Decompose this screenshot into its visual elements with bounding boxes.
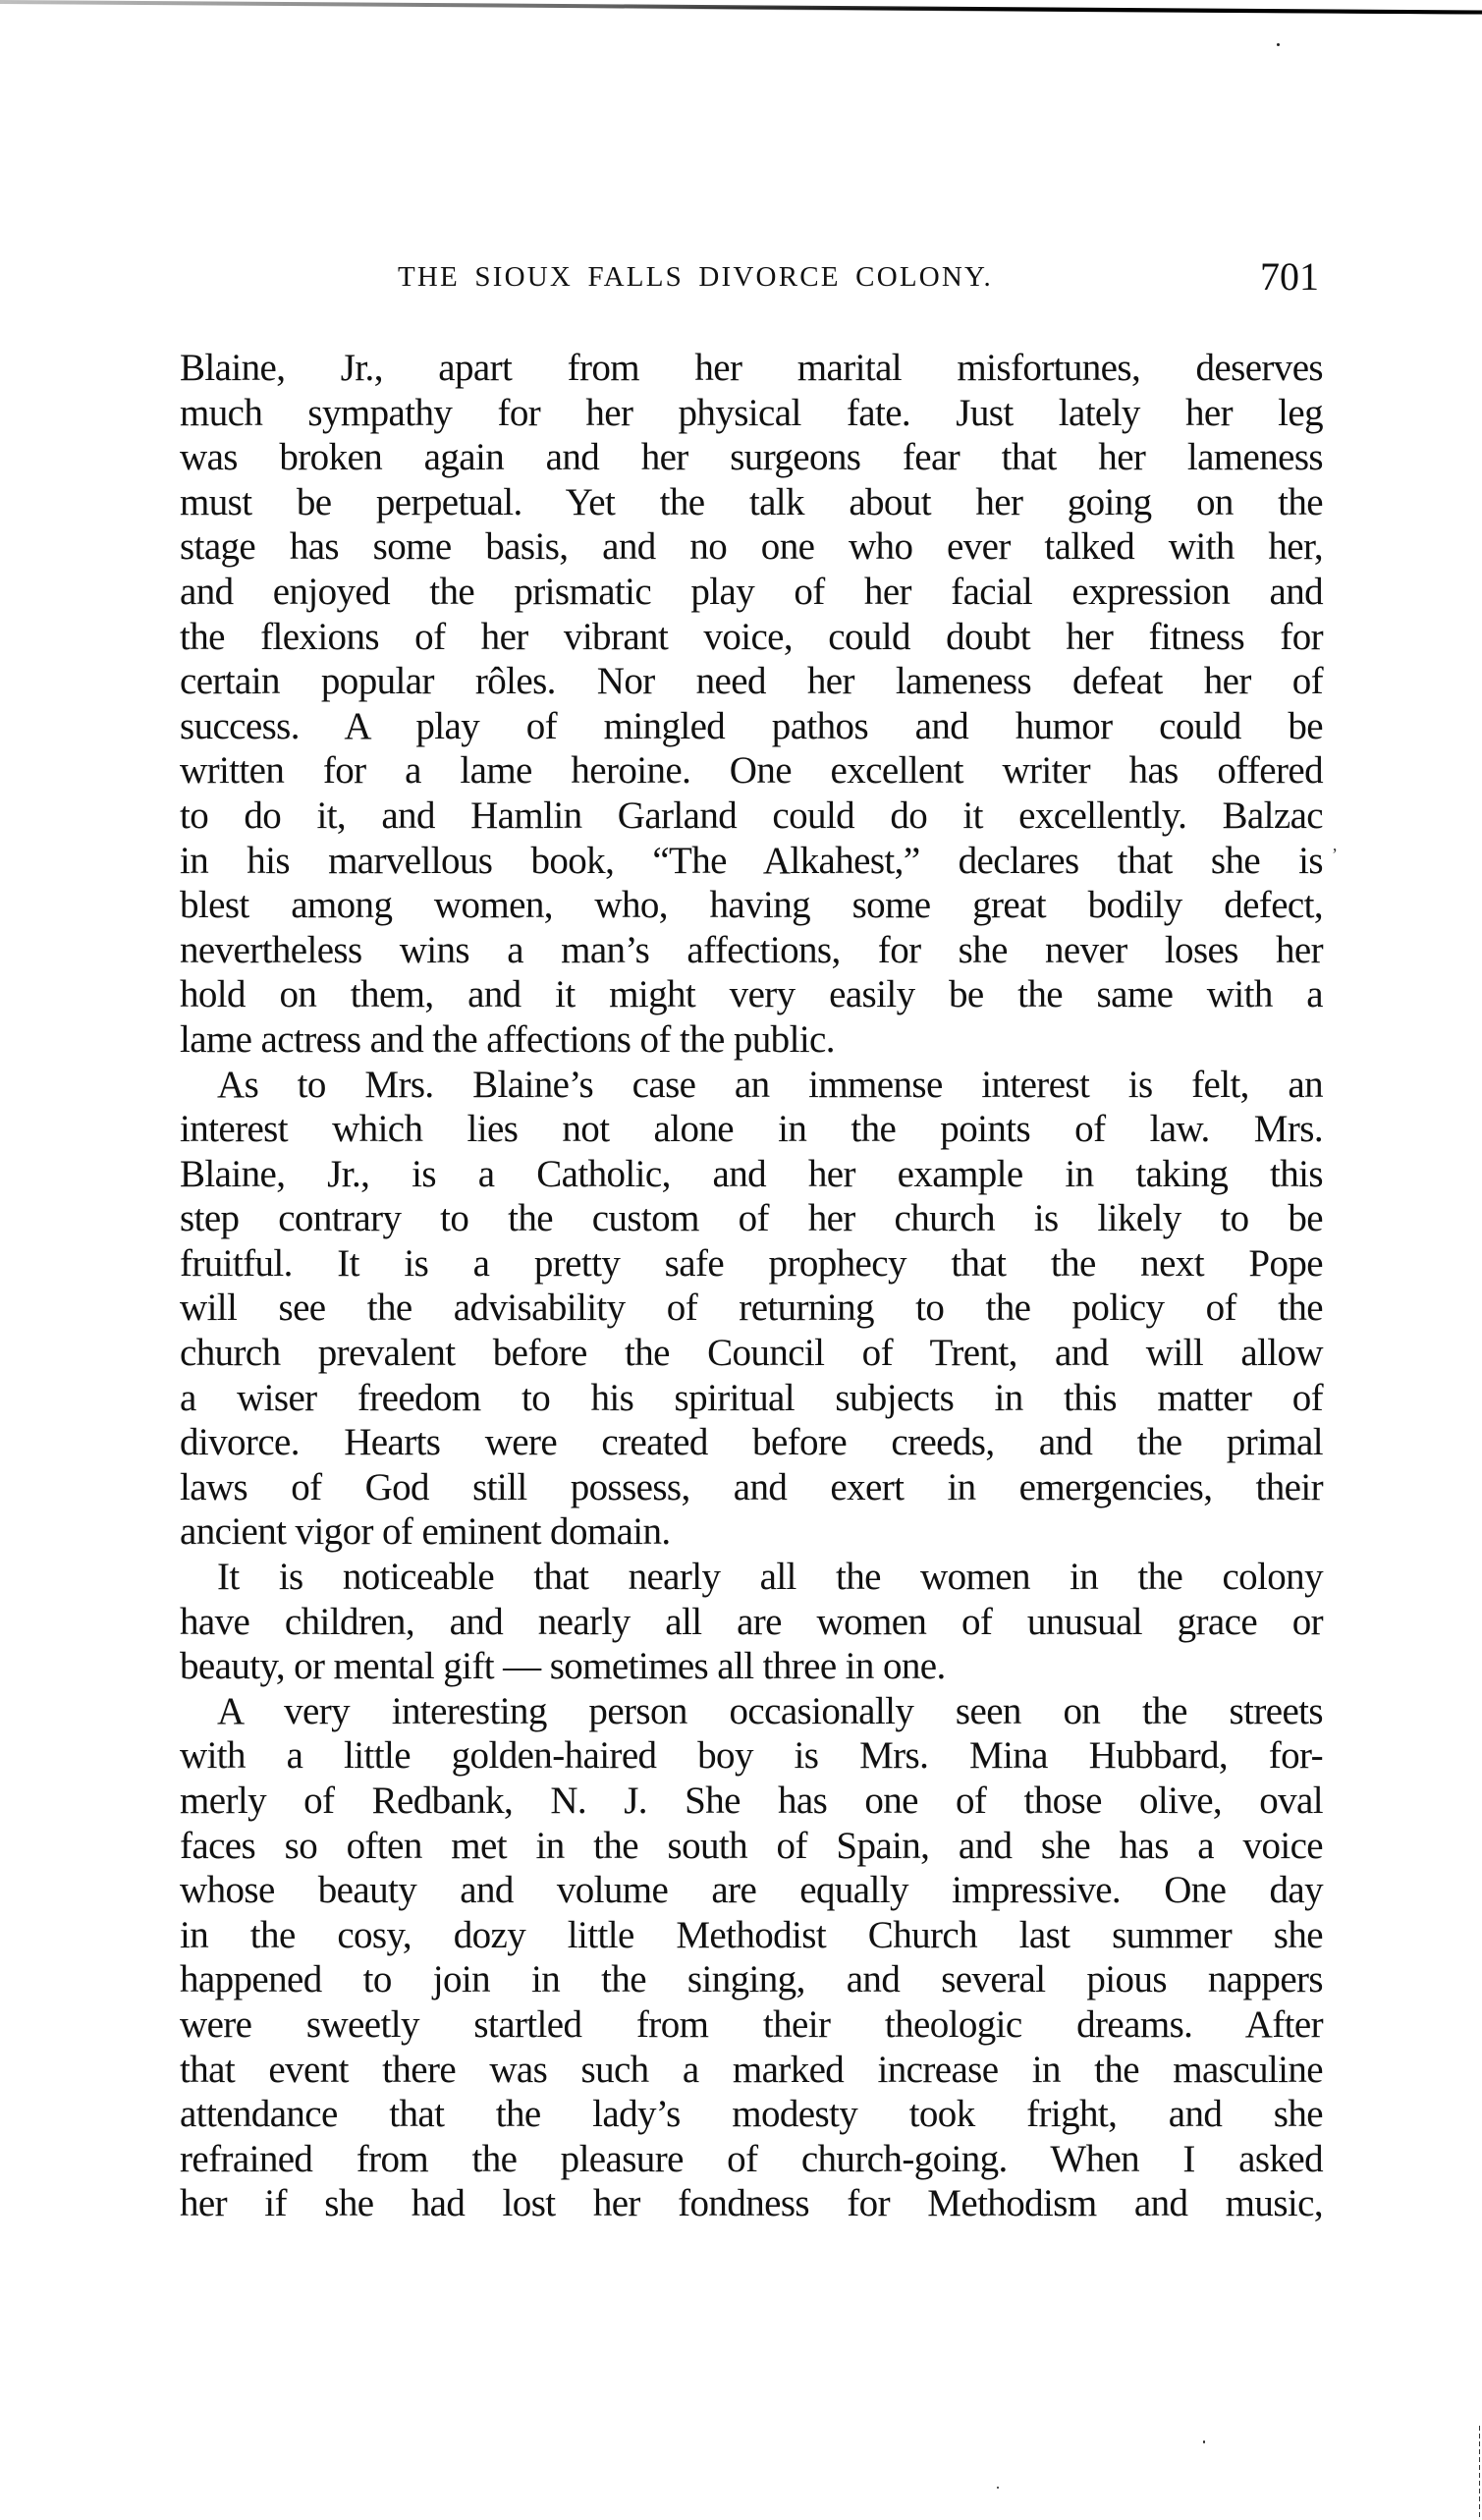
text-line: lame actress and the affections of the public.: [180, 1017, 835, 1061]
text-line: ancient vigor of eminent domain.: [180, 1510, 671, 1554]
scan-shadow-band: [0, 0, 1482, 15]
text-line: It is noticeable that nearly all the women in the colony: [217, 1556, 1323, 1599]
text-line: blest among women, who, having some great bodily defect,: [180, 884, 1323, 927]
text-line: that event there was such a marked increase in the masculine: [180, 2048, 1323, 2091]
text-line: step contrary to the custom of her church is likely to be: [180, 1197, 1323, 1240]
text-line: her if she had lost her fondness for Methodism and music,: [180, 2182, 1323, 2225]
text-line: hold on them, and it might very easily be the same with a: [180, 973, 1323, 1016]
scan-shadow-band-secondary: [589, 6, 1482, 15]
text-line: in the cosy, dozy little Methodist Church last summer she: [180, 1913, 1323, 1956]
scan-speck: [1203, 2440, 1205, 2443]
text-line: were sweetly startled from their theologic dreams. After: [180, 2002, 1323, 2046]
running-head: THE SIOUX FALLS DIVORCE COLONY.: [398, 261, 993, 293]
text-line: merly of Redbank, N. J. She has one of those olive, oval: [180, 1780, 1323, 1822]
scan-right-edge: [1479, 2426, 1480, 2520]
text-line: and enjoyed the prismatic play of her facial expression and: [180, 570, 1323, 613]
page-number: 701: [1260, 254, 1319, 299]
text-line: A very interesting person occasionally seen on the streets: [217, 1689, 1323, 1732]
body-text: [180, 346, 1323, 2226]
text-line: whose beauty and volume are equally impressive. One day: [180, 1869, 1323, 1912]
text-line: happened to join in the singing, and several pious nappers: [180, 1958, 1323, 2001]
text-line: church prevalent before the Council of Trent, and will allow: [180, 1332, 1323, 1375]
scan-speck: [997, 2487, 999, 2489]
text-line: stage has some basis, and no one who ever talked with her,: [180, 525, 1323, 569]
text-line: must be perpetual. Yet the talk about her going on the: [180, 480, 1323, 523]
text-line: laws of God still possess, and exert in emergencies, their: [180, 1465, 1323, 1508]
text-line: have children, and nearly all are women of unusual grace or: [180, 1600, 1323, 1643]
text-line: in his marvellous book, “The Alkahest,” declares that she is: [180, 839, 1323, 882]
text-line: faces so often met in the south of Spain, and she has a voice: [180, 1824, 1323, 1867]
text-line: to do it, and Hamlin Garland could do it excellently. Balzac: [180, 794, 1323, 837]
text-line: Blaine, Jr., apart from her marital misfortunes, deserves: [180, 347, 1323, 389]
text-line: the flexions of her vibrant voice, could doubt her fitness for: [180, 615, 1323, 658]
text-line: a wiser freedom to his spiritual subjects in this matter of: [180, 1376, 1323, 1419]
text-line: attendance that the lady’s modesty took fright, and she: [180, 2093, 1323, 2136]
text-line: interest which lies not alone in the points of law. Mrs.: [180, 1108, 1323, 1151]
text-line: fruitful. It is a pretty safe prophecy that the next Pope: [180, 1241, 1323, 1285]
text-line: written for a lame heroine. One excellent writer has offered: [180, 749, 1323, 793]
text-line: divorce. Hearts were created before creeds, and the primal: [180, 1421, 1323, 1464]
text-line: As to Mrs. Blaine’s case an immense interest is felt, an: [217, 1063, 1323, 1106]
text-line: refrained from the pleasure of church-going. When I asked: [180, 2137, 1323, 2180]
text-line: much sympathy for her physical fate. Just lately her leg: [180, 391, 1323, 434]
text-line: Blaine, Jr., is a Catholic, and her example in taking this: [180, 1152, 1323, 1195]
text-line: with a little golden-haired boy is Mrs. Mina Hubbard, for-: [180, 1734, 1323, 1778]
text-line: will see the advisability of returning to the policy of the: [180, 1287, 1323, 1330]
scan-top-edge: [0, 0, 1482, 20]
margin-speck: ʼ: [1332, 845, 1338, 864]
scan-speck: [1277, 43, 1280, 46]
text-line: certain popular rôles. Nor need her lameness defeat her of: [180, 660, 1323, 703]
text-line: was broken again and her surgeons fear that her lameness: [180, 436, 1323, 479]
text-line: nevertheless wins a man’s affections, for she never loses her: [180, 928, 1323, 971]
text-line: beauty, or mental gift — sometimes all three in one.: [180, 1645, 946, 1688]
text-line: success. A play of mingled pathos and humor could be: [180, 704, 1323, 747]
